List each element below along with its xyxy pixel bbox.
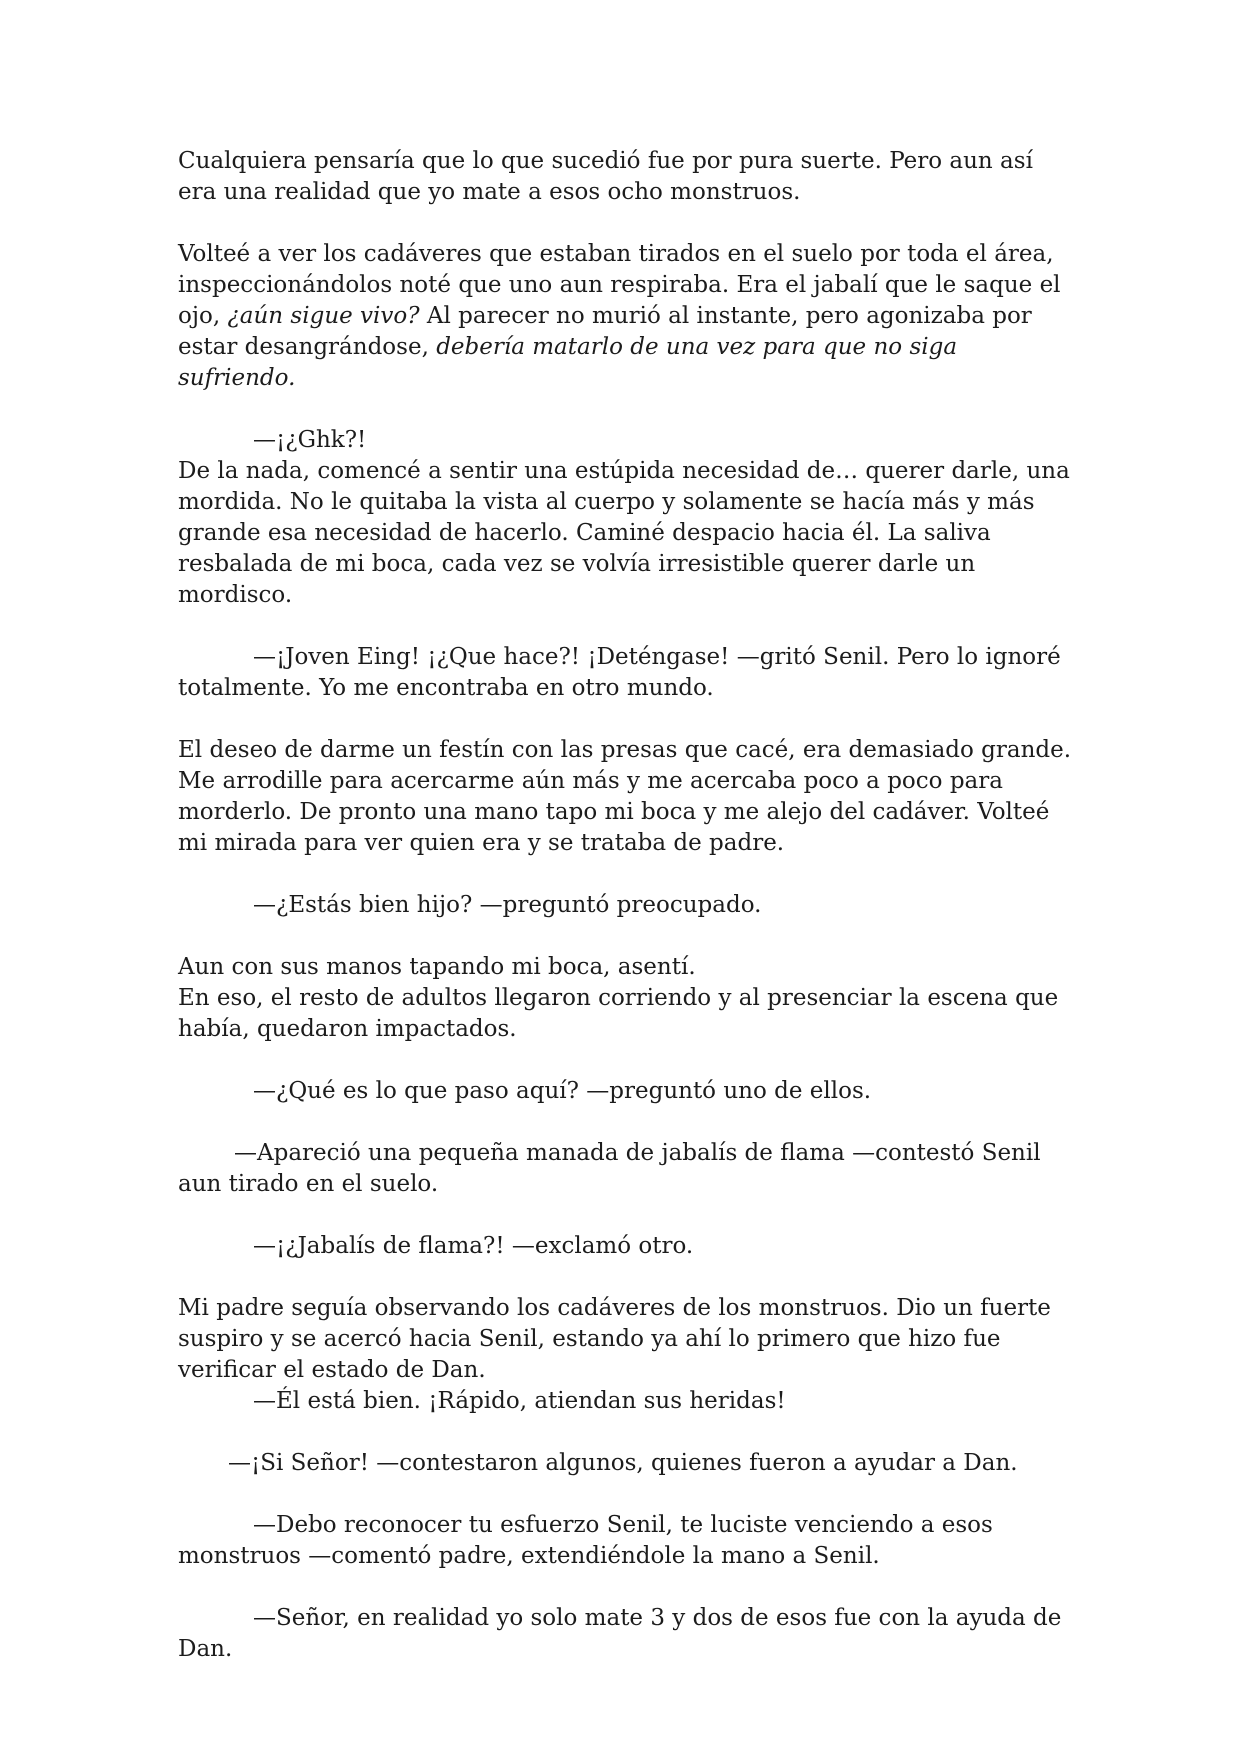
dialogue-joven-eing: —¡Joven Eing! ¡¿Que hace?! ¡Deténgase! —gritó Senil. Pero lo ignoré totalmente. Yo me encontraba en otro mundo.: [178, 644, 1061, 701]
paragraph-2-text-b: Al parecer no murió al instante, pero agonizaba por estar desangrándose,: [178, 303, 1032, 360]
paragraph-2: [178, 239, 1078, 394]
paragraph-4: De la nada, comencé a sentir una estúpida necesidad de… querer darle, una mordida. No le quitaba la vista al cuerpo y solamente se hacía más y más grande esa necesidad de hacerlo. Caminé despacio hacia él. La saliva resbalada de mi boca, cada vez se volvía irresistible querer darle un mordisco.: [178, 458, 1070, 608]
dialogue-ghk: —¡¿Ghk?!: [253, 427, 367, 453]
dialogue-senor-realidad: —Señor, en realidad yo solo mate 3 y dos de esos fue con la ayuda de Dan.: [178, 1605, 1062, 1662]
dialogue-aparecio: —Apareció una pequeña manada de jabalís de flama —contestó Senil aun tirado en el suelo.: [178, 1140, 1041, 1197]
paragraph-6: El deseo de darme un festín con las presas que cacé, era demasiado grande. Me arrodille para acercarme aún más y me acercaba poco a poco para morderlo. De pronto una mano tapo mi boca y me alejo del cadáver. Volteé mi mirada para ver quien era y se trataba de padre.: [178, 737, 1072, 856]
paragraph-13: Mi padre seguía observando los cadáveres de los monstruos. Dio un fuerte suspiro y se acercó hacia Senil, estando ya ahí lo primero que hizo fue verificar el estado de Dan.: [178, 1295, 1051, 1383]
dialogue-debo-reconocer: —Debo reconocer tu esfuerzo Senil, te luciste venciendo a esos monstruos —comentó padre, extendiéndole la mano a Senil.: [178, 1512, 993, 1569]
paragraph-9: En eso, el resto de adultos llegaron corriendo y al presenciar la escena que había, quedaron impactados.: [178, 985, 1059, 1042]
paragraph-2-italic-a: ¿aún sigue vivo?: [227, 303, 420, 329]
dialogue-estas-bien: —¿Estás bien hijo? —preguntó preocupado.: [253, 892, 762, 918]
document-body: [178, 146, 1078, 1665]
paragraph-2-text-a: Volteé a ver los cadáveres que estaban tirados en el suelo por toda el área, inspeccionándolos noté que uno aun respiraba. Era el jabalí que le saque el ojo,: [178, 241, 1061, 329]
dialogue-jabalis: —¡¿Jabalís de flama?! —exclamó otro.: [253, 1233, 694, 1259]
paragraph-1: Cualquiera pensaría que lo que sucedió fue por pura suerte. Pero aun así era una realidad que yo mate a esos ocho monstruos.: [178, 148, 1033, 205]
paragraph-8: Aun con sus manos tapando mi boca, asentí.: [178, 954, 696, 980]
dialogue-si-senor: —¡Si Señor! —contestaron algunos, quienes fueron a ayudar a Dan.: [228, 1450, 1018, 1476]
dialogue-que-paso: —¿Qué es lo que paso aquí? —preguntó uno de ellos.: [253, 1078, 872, 1104]
dialogue-el-esta-bien: —Él está bien. ¡Rápido, atiendan sus heridas!: [253, 1388, 786, 1414]
paragraph-2-italic-b: debería matarlo de una vez para que no siga sufriendo.: [178, 334, 958, 391]
